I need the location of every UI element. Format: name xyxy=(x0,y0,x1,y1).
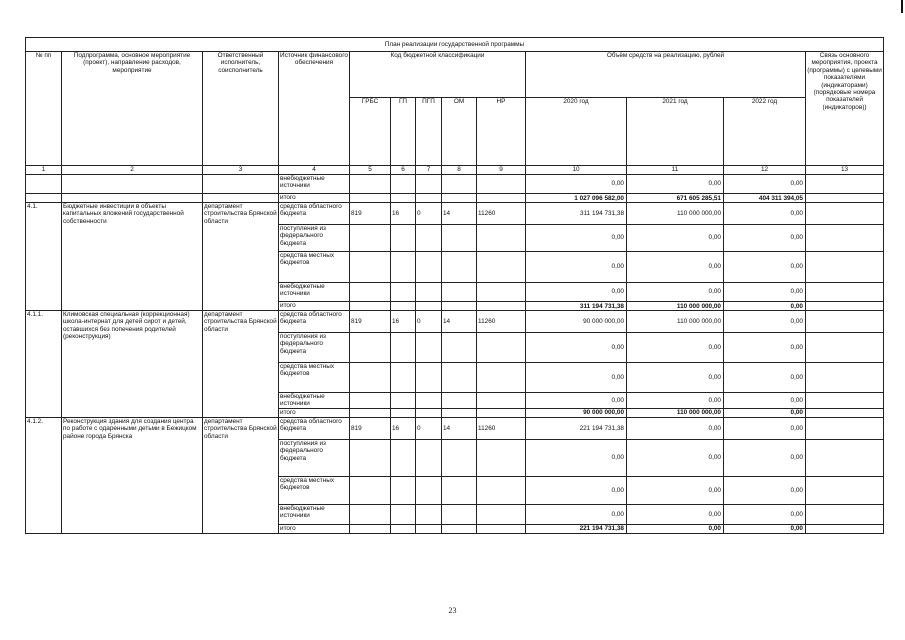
amount-2022: 0,00 xyxy=(724,175,806,194)
source-cell: средства областного бюджета xyxy=(279,311,350,333)
total-2020: 90 000 000,00 xyxy=(526,408,627,417)
amount-2020: 0,00 xyxy=(526,333,627,363)
total-2021: 110 000 000,00 xyxy=(627,408,724,417)
amount-2021: 110 000 000,00 xyxy=(627,311,724,333)
code-gp: 16 xyxy=(391,203,416,225)
amount-2021: 110 000 000,00 xyxy=(627,203,724,225)
amount-2021: 0,00 xyxy=(627,417,724,439)
code-om: 14 xyxy=(442,203,477,225)
amount-2020: 0,00 xyxy=(526,252,627,283)
amount-2020: 0,00 xyxy=(526,476,627,504)
table-row xyxy=(26,311,884,333)
total-2021: 671 605 285,51 xyxy=(627,194,724,203)
code-pgp: 0 xyxy=(416,417,442,439)
header-kbk: Код бюджетной классификации xyxy=(350,52,526,98)
header-num: № пп xyxy=(26,52,62,166)
table-row xyxy=(26,175,884,194)
item-name: Бюджетные инвестиции в объекты капитальных вложений государственной собственности xyxy=(62,203,203,311)
amount-2022: 0,00 xyxy=(724,363,806,393)
amount-2021: 0,00 xyxy=(627,476,724,504)
amount-2022: 0,00 xyxy=(724,333,806,363)
source-cell: итого xyxy=(279,408,350,417)
amount-2021: 0,00 xyxy=(627,252,724,283)
amount-2020: 0,00 xyxy=(526,363,627,393)
header-volume: Объём средств на реализацию, рублей xyxy=(526,52,806,98)
item-number: 4.1.2. xyxy=(26,417,62,533)
amount-2022: 0,00 xyxy=(724,283,806,302)
header-om: ОМ xyxy=(442,98,477,166)
source-cell: средства областного бюджета xyxy=(279,417,350,439)
column-number: 4 xyxy=(279,166,350,175)
header-subprogram: Подпрограмма, основное мероприятие (проект), направление расходов, мероприятие xyxy=(62,52,203,166)
code-gp: 16 xyxy=(391,311,416,333)
item-name: Реконструкция здания для создания центра по работе с одаренными детьми в Бежицком районе города Брянска xyxy=(62,417,203,533)
amount-2021: 0,00 xyxy=(627,283,724,302)
plan-sheet xyxy=(25,37,884,534)
source-cell: средства областного бюджета xyxy=(279,203,350,225)
code-pgp: 0 xyxy=(416,311,442,333)
amount-2022: 0,00 xyxy=(724,476,806,504)
source-cell: средства местных бюджетов xyxy=(279,363,350,393)
code-grbs: 819 xyxy=(350,203,391,225)
amount-2022: 0,00 xyxy=(724,203,806,225)
amount-2021: 0,00 xyxy=(627,175,724,194)
code-nr: 11260 xyxy=(477,417,526,439)
amount-2022: 0,00 xyxy=(724,504,806,524)
source-cell: внебюджетные источники xyxy=(279,504,350,524)
total-2022: 0,00 xyxy=(724,302,806,311)
column-number: 7 xyxy=(416,166,442,175)
code-om: 14 xyxy=(442,417,477,439)
total-2021: 0,00 xyxy=(627,524,724,533)
source-cell: внебюджетные источники xyxy=(279,175,350,194)
amount-2022: 0,00 xyxy=(724,393,806,409)
amount-2022: 0,00 xyxy=(724,311,806,333)
amount-2020: 0,00 xyxy=(526,504,627,524)
total-2020: 1 027 096 582,00 xyxy=(526,194,627,203)
source-cell: средства местных бюджетов xyxy=(279,476,350,504)
amount-2020: 221 194 731,38 xyxy=(526,417,627,439)
total-2022: 404 311 394,05 xyxy=(724,194,806,203)
column-number: 2 xyxy=(62,166,203,175)
item-number: 4.1.1. xyxy=(26,311,62,418)
amount-2020: 0,00 xyxy=(526,393,627,409)
code-nr: 11260 xyxy=(477,203,526,225)
item-responsible: департамент строительства Брянской области xyxy=(203,311,279,418)
amount-2021: 0,00 xyxy=(627,333,724,363)
header-2020: 2020 год xyxy=(526,98,627,166)
header-gp: ГП xyxy=(391,98,416,166)
column-number: 5 xyxy=(350,166,391,175)
header-responsible: Ответственный исполнитель, соисполнитель xyxy=(203,52,279,166)
source-cell: внебюджетные источники xyxy=(279,393,350,409)
column-number: 9 xyxy=(477,166,526,175)
code-gp: 16 xyxy=(391,417,416,439)
amount-2020: 0,00 xyxy=(526,439,627,476)
source-cell: итого xyxy=(279,524,350,533)
source-cell: поступления из федерального бюджета xyxy=(279,333,350,363)
column-number: 1 xyxy=(26,166,62,175)
header-2021: 2021 год xyxy=(627,98,724,166)
item-name: Климовская специальная (коррекционная) школа-интернат для детей сирот и детей, оставшихся без попечения родителей (реконструкция) xyxy=(62,311,203,418)
column-number: 13 xyxy=(806,166,884,175)
amount-2021: 0,00 xyxy=(627,363,724,393)
code-grbs: 819 xyxy=(350,417,391,439)
amount-2022: 0,00 xyxy=(724,225,806,252)
header-nr: НР xyxy=(477,98,526,166)
total-2022: 0,00 xyxy=(724,408,806,417)
total-2020: 311 194 731,38 xyxy=(526,302,627,311)
amount-2022: 0,00 xyxy=(724,417,806,439)
code-grbs: 819 xyxy=(350,311,391,333)
table-title: План реализации государственной программы xyxy=(26,38,884,52)
amount-2021: 0,00 xyxy=(627,393,724,409)
source-cell: средства местных бюджетов xyxy=(279,252,350,283)
plan-table xyxy=(25,37,884,534)
table-row xyxy=(26,417,884,439)
amount-2020: 0,00 xyxy=(526,225,627,252)
code-pgp: 0 xyxy=(416,203,442,225)
header-2022: 2022 год xyxy=(724,98,806,166)
total-2020: 221 194 731,38 xyxy=(526,524,627,533)
source-cell: поступления из федерального бюджета xyxy=(279,439,350,476)
amount-2021: 0,00 xyxy=(627,504,724,524)
amount-2022: 0,00 xyxy=(724,252,806,283)
column-number: 6 xyxy=(391,166,416,175)
source-cell: внебюджетные источники xyxy=(279,283,350,302)
amount-2021: 0,00 xyxy=(627,439,724,476)
amount-2020: 90 000 000,00 xyxy=(526,311,627,333)
column-number: 11 xyxy=(627,166,724,175)
item-responsible: департамент строительства Брянской области xyxy=(203,417,279,533)
code-om: 14 xyxy=(442,311,477,333)
header-link: Связь основного мероприятия, проекта (программы) с целевыми показателями (индикаторами) (порядковые номера показателей (индикаторов)) xyxy=(806,52,884,166)
table-row xyxy=(26,203,884,225)
item-responsible: департамент строительства Брянской области xyxy=(203,203,279,311)
amount-2020: 311 194 731,38 xyxy=(526,203,627,225)
code-nr: 11260 xyxy=(477,311,526,333)
column-number: 3 xyxy=(203,166,279,175)
amount-2021: 0,00 xyxy=(627,225,724,252)
header-grbs: ГРБС xyxy=(350,98,391,166)
column-number: 8 xyxy=(442,166,477,175)
total-2022: 0,00 xyxy=(724,524,806,533)
item-number: 4.1. xyxy=(26,203,62,311)
amount-2020: 0,00 xyxy=(526,283,627,302)
header-source: Источник финансового обеспечения xyxy=(279,52,350,166)
total-row xyxy=(26,194,884,203)
source-cell: итого xyxy=(279,302,350,311)
column-number-row xyxy=(26,166,884,175)
total-2021: 110 000 000,00 xyxy=(627,302,724,311)
source-cell: итого xyxy=(279,194,350,203)
scan-edge-mark xyxy=(901,0,903,13)
amount-2020: 0,00 xyxy=(526,175,627,194)
amount-2022: 0,00 xyxy=(724,439,806,476)
source-cell: поступления из федерального бюджета xyxy=(279,225,350,252)
column-number: 10 xyxy=(526,166,627,175)
page-number: 23 xyxy=(448,606,457,615)
column-number: 12 xyxy=(724,166,806,175)
header-pgp: ПГП xyxy=(416,98,442,166)
